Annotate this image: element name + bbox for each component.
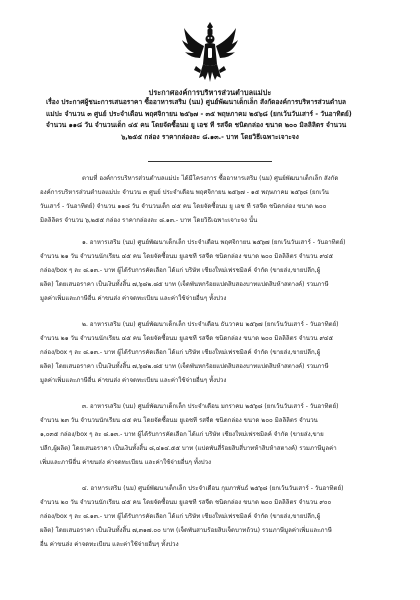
paragraph-line: จำนวน ๒๐ วัน จำนวนนักเรียน ๔๕ คน โดยจัดซื้อนม ยูเอชที รสจืด ชนิดกล่อง ขนาด ๒๐๐ มิลลิลิตร จำนวน ๙๐๐ (40, 499, 332, 506)
subject-line-3: จำนวน ๑๑๘ วัน จำนวนเด็ก ๔๕ คน โดยจัดซื้อนม ยู เอช ที รสจืด ชนิดกล่อง ขนาด ๒๐๐ มิลลิลิตร จำนวน (46, 121, 347, 129)
paragraph-line: เพิ่มและภาษีอื่น ค่าขนส่ง ค่าจดทะเบียน และค่าใช้จ่ายอื่นๆ ทั้งปวง (40, 459, 212, 466)
paragraph-line: ๔. อาหารเสริม (นม) ศูนย์พัฒนาเด็กเล็ก ประจำเดือน กุมภาพันธ์ ๒๕๖๘ (ยกเว้นวันเสาร์ - วันอาทิตย์) (82, 485, 344, 492)
item-2-paragraph (40, 318, 384, 388)
paragraph-line: อื่น ค่าขนส่ง ค่าจดทะเบียน และค่าใช้จ่ายอื่นๆ ทั้งปวง (40, 541, 179, 548)
paragraph-line: ตามที่ องค์การบริหารส่วนตำบลแม่ปะ ได้มีโครงการ ซื้ออาหารเสริม (นม) ศูนย์พัฒนาเด็กเล็ก สังกัด (82, 175, 339, 182)
paragraph-line: กล่อง/box ๆ ละ ๘.๑๓.- บาท ผู้ได้รับการคัดเลือก ได้แก่ บริษัท เชียงใหม่เฟรชมิลค์ จำกัด (ขายส่ง,ขายปลีก,ผู้ (40, 267, 321, 274)
paragraph-line: มิลลิลิตร จำนวน ๖,๒๕๕ กล่อง ราคากล่องละ ๘.๑๓.- บาท โดยวิธีเฉพาะเจาะจง นั้น (40, 217, 258, 224)
item-3-paragraph (40, 400, 384, 470)
paragraph-line: จำนวน ๒๓ วัน จำนวนนักเรียน ๔๕ คน โดยจัดซื้อนม ยูเอชที รสจืด ชนิดกล่อง ขนาด ๒๐๐ มิลลิลิตร จำนวน (40, 417, 318, 424)
paragraph-line: วันเสาร์ - วันอาทิตย์) จำนวน ๑๑๘ วัน จำนวนเด็ก ๔๕ คน โดยจัดซื้อนม ยู เอช ที รสจืด ชนิดกล่อง ขนาด ๒๐๐ (40, 203, 327, 210)
paragraph-line: ๑. อาหารเสริม (นม) ศูนย์พัฒนาเด็กเล็ก ประจำเดือน พฤศจิกายน ๒๕๖๗ (ยกเว้นวันเสาร์ - วันอาทิตย์) (82, 239, 346, 246)
paragraph-line: องค์การบริหารส่วนตำบลแม่ปะ จำนวน ๓ ศูนย์ ประจำเดือน พฤศจิกายน ๒๕๖๗ - ๑๕ พฤษภาคม ๒๕๖๘ (ยกเว้น (40, 189, 329, 196)
paragraph-line: มูลค่าเพิ่มและภาษีอื่น ค่าขนส่ง ค่าจดทะเบียน และค่าใช้จ่ายอื่นๆ ทั้งปวง (40, 377, 227, 384)
garuda-emblem-icon (182, 20, 238, 82)
document-title: ประกาศองค์การบริหารส่วนตำบลแม่ปะ (148, 88, 272, 97)
paragraph-line: กล่อง/box ๆ ละ ๘.๑๓.- บาท ผู้ได้รับการคัดเลือก ได้แก่ บริษัท เชียงใหม่เฟรชมิลค์ จำกัด (ขายส่ง,ขายปลีก,ผู้ (40, 349, 321, 356)
subject-line-4: ๖,๒๕๕ กล่อง ราคากล่องละ ๘.๑๓.- บาท โดยวิธีเฉพาะเจาะจง (121, 132, 299, 141)
paragraph-line: ๑,๐๓๕ กล่อง/box ๆ ละ ๘.๑๓.- บาท ผู้ได้รับการคัดเลือก ได้แก่ บริษัท เชียงใหม่เฟรชมิลค์ จำกัด (ขายส่ง,ขาย (40, 431, 324, 438)
paragraph-line: ๓. อาหารเสริม (นม) ศูนย์พัฒนาเด็กเล็ก ประจำเดือน มกราคม ๒๕๖๘ (ยกเว้นวันเสาร์ - วันอาทิตย์) (82, 403, 339, 410)
item-1-paragraph (40, 236, 384, 306)
paragraph-line: ๒. อาหารเสริม (นม) ศูนย์พัฒนาเด็กเล็ก ประจำเดือน ธันวาคม ๒๕๖๗ (ยกเว้นวันเสาร์ - วันอาทิตย์) (82, 321, 339, 328)
intro-paragraph (40, 172, 384, 228)
title-divider (148, 161, 272, 162)
paragraph-line: ผลิต) โดยเสนอราคา เป็นเงินทั้งสิ้น ๗,๖๘๒.๘๕ บาท (เจ็ดพันหกร้อยแปดสิบสองบาทแปดสิบห้าสตางค์) รวมภาษี (40, 363, 329, 370)
paragraph-line: ผลิต) โดยเสนอราคา เป็นเงินทั้งสิ้น ๗,๖๘๒.๘๕ บาท (เจ็ดพันหกร้อยแปดสิบสองบาทแปดสิบห้าสตางค์) รวมภาษี (40, 281, 329, 288)
subject-line-2: แม่ปะ จำนวน ๓ ศูนย์ ประจำเดือน พฤศจิกายน ๒๕๖๗ - ๓๕ พฤษภาคม ๒๕๖๘ (ยกเว้นวันเสาร์ - วันอาทิตย์) (46, 109, 352, 118)
item-4-paragraph (40, 482, 384, 552)
paragraph-line: กล่อง/box ๆ ละ ๘.๑๓.- บาท ผู้ได้รับการคัดเลือก ได้แก่ บริษัท เชียงใหม่เฟรชมิลค์ จำกัด (ขายส่ง,ขายปลีก,ผู้ (40, 513, 321, 520)
paragraph-line: มูลค่าเพิ่มและภาษีอื่น ค่าขนส่ง ค่าจดทะเบียน และค่าใช้จ่ายอื่นๆ ทั้งปวง (40, 295, 227, 302)
paragraph-line: ผลิต) โดยเสนอราคา เป็นเงินทั้งสิ้น ๗,๓๑๗.๐๐ บาท (เจ็ดพันสามร้อยสิบเจ็ดบาทถ้วน) รวมภาษีมูลค่าเพิ่มและภาษี (40, 527, 332, 534)
paragraph-line: ปลีก,ผู้ผลิต) โดยเสนอราคา เป็นเงินทั้งสิ้น ๘,๔๑๔.๕๕ บาท (แปดพันสี่ร้อยสิบสี่บาทห้าสิบห้าสตางค์) รวมภาษีมูลค่า (40, 445, 337, 452)
paragraph-line: จำนวน ๒๑ วัน จำนวนนักเรียน ๔๕ คน โดยจัดซื้อนม ยูเอชที รสจืด ชนิดกล่อง ขนาด ๒๐๐ มิลลิลิตร จำนวน ๙๔๕ (40, 335, 334, 342)
paragraph-line: จำนวน ๒๑ วัน จำนวนนักเรียน ๔๕ คน โดยจัดซื้อนม ยูเอชที รสจืด ชนิดกล่อง ขนาด ๒๐๐ มิลลิลิตร จำนวน ๙๔๕ (40, 253, 334, 260)
subject-line-1: เรื่อง ประกาศผู้ชนะการเสนอราคา ซื้ออาหารเสริม (นม) ศูนย์พัฒนาเด็กเล็ก สังกัดองค์การบริหารส่วนตำบล (46, 98, 347, 106)
